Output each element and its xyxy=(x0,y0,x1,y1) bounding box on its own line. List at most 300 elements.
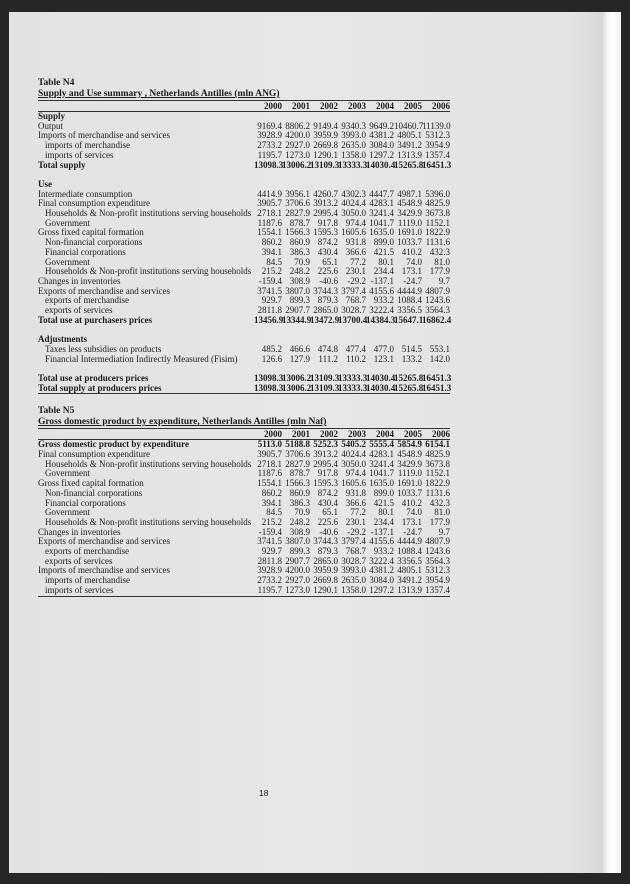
row-label: Households & Non-profit institutions serving households xyxy=(45,266,252,277)
cell-value: 3429.9 xyxy=(397,458,422,469)
cell-value: 1595.3 xyxy=(313,227,338,238)
cell-value: 5555.4 xyxy=(369,439,394,450)
cell-value: 1566.3 xyxy=(285,478,310,489)
row-label: exports of services xyxy=(45,555,113,566)
cell-value: 5396.0 xyxy=(425,188,450,199)
cell-value: 77.2 xyxy=(350,507,366,518)
cell-value: 4155.6 xyxy=(369,285,394,296)
row-label: imports of services xyxy=(45,149,114,160)
cell-value: 1297.2 xyxy=(369,149,394,160)
row-label: Imports of merchandise and services xyxy=(38,130,170,141)
cell-value: 80.1 xyxy=(378,256,394,267)
cell-value: 2733.2 xyxy=(257,140,282,151)
cell-value: 308.9 xyxy=(289,275,310,286)
cell-value: 430.4 xyxy=(317,246,338,257)
cell-value: 13333.3 xyxy=(338,372,368,383)
cell-value: 1822.9 xyxy=(425,227,450,238)
cell-value: 1243.6 xyxy=(425,295,450,306)
cell-value: 485.2 xyxy=(261,343,282,354)
table-n4 xyxy=(38,100,450,394)
cell-value: 173.1 xyxy=(401,516,422,527)
row-label: Government xyxy=(45,256,90,267)
row-label: Changes in inventories xyxy=(38,526,121,537)
cell-value xyxy=(254,325,282,335)
cell-value: 13333.3 xyxy=(338,159,368,170)
cell-value: 13109.3 xyxy=(310,372,340,383)
cell-value: 3429.9 xyxy=(397,208,422,219)
cell-value: 14030.4 xyxy=(366,159,396,170)
cell-value: 1131.6 xyxy=(425,237,450,248)
cell-value: -159.4 xyxy=(258,275,282,286)
cell-value: -29.2 xyxy=(347,526,366,537)
cell-value: 3673.8 xyxy=(425,208,450,219)
cell-value: 1187.6 xyxy=(257,217,282,228)
cell-value: 386.3 xyxy=(289,497,310,508)
cell-value: 4381.2 xyxy=(369,565,394,576)
cell-value xyxy=(282,170,310,180)
cell-value: 514.5 xyxy=(401,343,422,354)
cell-value: 3564.3 xyxy=(425,305,450,316)
cell-value: 2827.9 xyxy=(285,208,310,219)
table-n5-title: Gross domestic product by expenditure, Netherlands Antilles (mln Naf) xyxy=(38,417,327,428)
page-number: 18 xyxy=(259,788,269,798)
cell-value: 3084.0 xyxy=(369,575,394,586)
cell-value: 5188.8 xyxy=(285,439,310,450)
cell-value: 1131.6 xyxy=(425,487,450,498)
cell-value: -24.7 xyxy=(403,275,422,286)
row-label: Exports of merchandise and services xyxy=(38,285,170,296)
cell-value: 3028.7 xyxy=(341,555,366,566)
cell-value: 874.2 xyxy=(317,237,338,248)
cell-value: 70.9 xyxy=(294,256,310,267)
row-label: Imports of merchandise and services xyxy=(38,565,170,576)
cell-value: 173.1 xyxy=(401,266,422,277)
cell-value: 3959.9 xyxy=(313,565,338,576)
cell-value: 2718.1 xyxy=(257,208,282,219)
cell-value: 4283.1 xyxy=(369,449,394,460)
cell-value: 3954.9 xyxy=(425,140,450,151)
cell-value: 2669.8 xyxy=(313,140,338,151)
cell-value: 3928.9 xyxy=(257,130,282,141)
spacer-row xyxy=(38,325,450,335)
cell-value: -40.6 xyxy=(319,526,338,537)
row-label: Taxes less subsidies on products xyxy=(45,343,162,354)
cell-value: 878.7 xyxy=(289,217,310,228)
cell-value: 9649.2 xyxy=(369,120,394,131)
row-label: Supply xyxy=(38,111,66,121)
cell-value: 1119.0 xyxy=(397,217,422,228)
cell-value: 5312.3 xyxy=(425,130,450,141)
cell-value: 3954.9 xyxy=(425,575,450,586)
cell-value: 899.3 xyxy=(289,295,310,306)
cell-value: 2811.8 xyxy=(257,305,282,316)
cell-value: 2669.8 xyxy=(313,575,338,586)
cell-value: 3491.2 xyxy=(397,575,422,586)
cell-value: 1635.0 xyxy=(369,227,394,238)
cell-value: 1358.0 xyxy=(341,149,366,160)
spacer-row xyxy=(38,170,450,180)
cell-value: 3084.0 xyxy=(369,140,394,151)
cell-value: 2927.0 xyxy=(285,575,310,586)
cell-value: 13098.3 xyxy=(254,382,284,393)
cell-value: 2718.1 xyxy=(257,458,282,469)
row-label: Total supply at producers prices xyxy=(38,384,254,394)
row-label xyxy=(38,170,254,180)
cell-value xyxy=(422,325,450,335)
cell-value: 13344.9 xyxy=(282,314,312,325)
cell-value: 874.2 xyxy=(317,487,338,498)
cell-value: 133.2 xyxy=(401,353,422,364)
cell-value: 366.6 xyxy=(345,497,366,508)
cell-value: 3993.0 xyxy=(341,565,366,576)
cell-value: 177.9 xyxy=(429,516,450,527)
cell-value: 1691.0 xyxy=(397,478,422,489)
cell-value: 3564.3 xyxy=(425,555,450,566)
cell-value: 110.2 xyxy=(346,353,366,364)
cell-value: 248.2 xyxy=(289,516,310,527)
cell-value: 860.9 xyxy=(289,487,310,498)
cell-value: 4987.1 xyxy=(397,188,422,199)
cell-value: 9340.3 xyxy=(341,120,366,131)
cell-value: 234.4 xyxy=(373,266,394,277)
cell-value: 3741.5 xyxy=(257,285,282,296)
year-header: 2001 xyxy=(282,101,310,112)
cell-value: 3797.4 xyxy=(341,536,366,547)
row-label: Government xyxy=(45,217,90,228)
cell-value: 3491.2 xyxy=(397,140,422,151)
year-header: 2005 xyxy=(394,429,422,440)
row-label: Households & Non-profit institutions serving households xyxy=(45,516,252,527)
page-edge xyxy=(601,12,621,873)
cell-value: 215.2 xyxy=(261,516,282,527)
cell-value: 432.3 xyxy=(429,497,450,508)
cell-value: 14030.4 xyxy=(366,372,396,383)
cell-value: 84.5 xyxy=(266,507,282,518)
cell-value: 421.5 xyxy=(373,246,394,257)
cell-value: -137.1 xyxy=(370,526,394,537)
cell-value: 1152.1 xyxy=(425,468,450,479)
row-label: Gross domestic product by expenditure xyxy=(38,439,190,450)
cell-value: 860.2 xyxy=(261,237,282,248)
cell-value: 553.1 xyxy=(429,343,450,354)
cell-value: 4807.9 xyxy=(425,536,450,547)
cell-value: 4024.4 xyxy=(341,198,366,209)
cell-value: 3706.6 xyxy=(285,449,310,460)
cell-value: 4825.9 xyxy=(425,198,450,209)
cell-value: 1041.7 xyxy=(369,217,394,228)
cell-value: 6154.1 xyxy=(425,439,450,450)
row-label: imports of services xyxy=(38,586,254,596)
row-label: imports of merchandise xyxy=(45,575,130,586)
cell-value: 3222.4 xyxy=(369,555,394,566)
cell-value: 3956.1 xyxy=(285,188,310,199)
cell-value: 3222.4 xyxy=(369,305,394,316)
cell-value: 1290.1 xyxy=(310,586,338,596)
cell-value: 126.6 xyxy=(261,353,282,364)
cell-value: 5252.3 xyxy=(313,439,338,450)
cell-value: 2995.4 xyxy=(313,458,338,469)
cell-value: 2865.0 xyxy=(313,555,338,566)
row-label: Final consumption expenditure xyxy=(38,449,150,460)
cell-value: 4805.1 xyxy=(397,130,422,141)
cell-value: 3050.0 xyxy=(341,208,366,219)
cell-value: 3807.0 xyxy=(285,285,310,296)
cell-value: 65.1 xyxy=(322,507,338,518)
cell-value: 933.2 xyxy=(373,546,394,557)
cell-value: 1297.2 xyxy=(366,586,394,596)
cell-value: 860.9 xyxy=(289,237,310,248)
cell-value: 13006.2 xyxy=(282,159,312,170)
cell-value: 65.1 xyxy=(322,256,338,267)
cell-value: 3905.7 xyxy=(257,449,282,460)
cell-value: 410.2 xyxy=(401,246,422,257)
cell-value: 70.9 xyxy=(294,507,310,518)
cell-value: 474.8 xyxy=(317,343,338,354)
cell-value: 234.4 xyxy=(373,516,394,527)
cell-value: 4548.9 xyxy=(397,449,422,460)
cell-value: 2827.9 xyxy=(285,458,310,469)
cell-value: 16451.3 xyxy=(422,372,452,383)
row-label: Total use at purchasers prices xyxy=(38,314,153,325)
cell-value: 1033.7 xyxy=(397,487,422,498)
cell-value: 466.6 xyxy=(289,343,310,354)
cell-value: 1195.7 xyxy=(254,586,282,596)
cell-value: 899.0 xyxy=(373,237,394,248)
row-label: Non-financial corporations xyxy=(45,487,143,498)
cell-value: 4024.4 xyxy=(341,449,366,460)
cell-value: 5312.3 xyxy=(425,565,450,576)
cell-value: 3807.0 xyxy=(285,536,310,547)
cell-value: 366.6 xyxy=(345,246,366,257)
cell-value: 2635.0 xyxy=(341,575,366,586)
cell-value: 899.0 xyxy=(373,487,394,498)
cell-value: 1243.6 xyxy=(425,546,450,557)
year-header: 2004 xyxy=(366,101,394,112)
cell-value: 1691.0 xyxy=(397,227,422,238)
row-label: Total use at producers prices xyxy=(38,372,149,383)
year-header: 2000 xyxy=(254,101,282,112)
cell-value: 4548.9 xyxy=(397,198,422,209)
cell-value: 3993.0 xyxy=(341,130,366,141)
row-label: Changes in inventories xyxy=(38,275,121,286)
cell-value: 917.8 xyxy=(317,217,338,228)
cell-value: 3913.2 xyxy=(313,449,338,460)
cell-value: 16862.4 xyxy=(422,314,452,325)
cell-value: 3913.2 xyxy=(313,198,338,209)
cell-value: 4381.2 xyxy=(369,130,394,141)
cell-value: 13700.4 xyxy=(338,314,368,325)
cell-value: 15265.8 xyxy=(394,372,424,383)
row-label: Total supply xyxy=(38,159,86,170)
cell-value: 929.7 xyxy=(261,295,282,306)
cell-value: 3356.5 xyxy=(397,555,422,566)
row-label: Financial corporations xyxy=(45,497,126,508)
year-header: 2005 xyxy=(394,101,422,112)
cell-value: 899.3 xyxy=(289,546,310,557)
cell-value: 1187.6 xyxy=(257,468,282,479)
cell-value xyxy=(338,325,366,335)
cell-value: 1273.0 xyxy=(282,586,310,596)
cell-value: 4807.9 xyxy=(425,285,450,296)
cell-value: 225.6 xyxy=(317,516,338,527)
table-row xyxy=(38,586,450,596)
cell-value: 3673.8 xyxy=(425,458,450,469)
cell-value: 1554.1 xyxy=(257,478,282,489)
cell-value: 933.2 xyxy=(373,295,394,306)
table-header-row xyxy=(38,101,450,112)
cell-value: 4283.1 xyxy=(369,198,394,209)
cell-value: 5113.0 xyxy=(257,439,282,450)
cell-value: 878.7 xyxy=(289,468,310,479)
cell-value: 1595.3 xyxy=(313,478,338,489)
table-n5-label: Table N5 xyxy=(38,406,75,417)
table-row xyxy=(38,384,450,394)
cell-value: 3706.6 xyxy=(285,198,310,209)
cell-value: 123.1 xyxy=(373,353,394,364)
cell-value: 177.9 xyxy=(429,266,450,277)
cell-value: 2907.7 xyxy=(285,305,310,316)
row-label: Non-financial corporations xyxy=(45,237,143,248)
cell-value: 2995.4 xyxy=(313,208,338,219)
cell-value: 16451.3 xyxy=(422,382,452,393)
cell-value: 15647.1 xyxy=(394,314,424,325)
cell-value: 974.4 xyxy=(345,468,366,479)
cell-value: 3797.4 xyxy=(341,285,366,296)
table-n4-title: Supply and Use summary , Netherlands Antilles (mln ANG) xyxy=(38,89,280,99)
cell-value: 4444.9 xyxy=(397,285,422,296)
cell-value: 84.5 xyxy=(266,256,282,267)
cell-value: 430.4 xyxy=(317,497,338,508)
row-label: Output xyxy=(38,120,64,131)
year-header: 2002 xyxy=(310,429,338,440)
cell-value: 14030.4 xyxy=(366,382,396,393)
cell-value: 13472.9 xyxy=(310,314,340,325)
year-header: 2004 xyxy=(366,429,394,440)
cell-value: -29.2 xyxy=(347,275,366,286)
row-label: Use xyxy=(38,178,52,189)
year-header: 2000 xyxy=(254,429,282,440)
cell-value: 2865.0 xyxy=(313,305,338,316)
cell-value: 4805.1 xyxy=(397,565,422,576)
cell-value xyxy=(366,170,394,180)
cell-value: 1822.9 xyxy=(425,478,450,489)
cell-value: 74.0 xyxy=(406,256,422,267)
row-label: Government xyxy=(45,507,90,518)
cell-value: 15265.8 xyxy=(394,382,424,393)
cell-value: 1033.7 xyxy=(397,237,422,248)
cell-value: 1554.1 xyxy=(257,227,282,238)
table-row xyxy=(38,316,450,326)
cell-value: 1635.0 xyxy=(369,478,394,489)
cell-value: 879.3 xyxy=(317,295,338,306)
cell-value: 13098.3 xyxy=(254,372,284,383)
cell-value: 9.7 xyxy=(438,275,450,286)
cell-value: 14384.3 xyxy=(366,314,396,325)
cell-value: 9149.4 xyxy=(313,120,338,131)
cell-value: 1119.0 xyxy=(397,468,422,479)
year-header: 2003 xyxy=(338,429,366,440)
cell-value: 16451.3 xyxy=(422,159,452,170)
cell-value: 394.1 xyxy=(261,246,282,257)
year-header: 2006 xyxy=(422,429,450,440)
cell-value: 2733.2 xyxy=(257,575,282,586)
cell-value: 4414.9 xyxy=(257,188,282,199)
cell-value: 3928.9 xyxy=(257,565,282,576)
cell-value: 3050.0 xyxy=(341,458,366,469)
cell-value xyxy=(310,325,338,335)
row-label: Adjustments xyxy=(38,334,88,345)
cell-value: 3744.3 xyxy=(313,536,338,547)
cell-value: 1605.6 xyxy=(341,227,366,238)
cell-value xyxy=(338,170,366,180)
cell-value: 929.7 xyxy=(261,546,282,557)
year-header: 2002 xyxy=(310,101,338,112)
row-label: Households & Non-profit institutions serving households xyxy=(45,208,252,219)
cell-value: 410.2 xyxy=(401,497,422,508)
cell-value: 13333.3 xyxy=(338,382,368,393)
cell-value xyxy=(310,170,338,180)
page-content xyxy=(38,78,450,597)
row-label: Government xyxy=(45,468,90,479)
cell-value: 2811.8 xyxy=(257,555,282,566)
cell-value: 3241.4 xyxy=(369,208,394,219)
cell-value: 1358.0 xyxy=(338,586,366,596)
cell-value xyxy=(366,325,394,335)
cell-value: 3028.7 xyxy=(341,305,366,316)
cell-value: 974.4 xyxy=(345,217,366,228)
cell-value: 10460.7 xyxy=(394,120,424,131)
cell-value: 432.3 xyxy=(429,246,450,257)
cell-value: 9169.4 xyxy=(257,120,282,131)
cell-value: 1195.7 xyxy=(257,149,282,160)
cell-value: 248.2 xyxy=(289,266,310,277)
cell-value: 8806.2 xyxy=(285,120,310,131)
cell-value: 9.7 xyxy=(438,526,450,537)
cell-value: 4825.9 xyxy=(425,449,450,460)
cell-value: -24.7 xyxy=(403,526,422,537)
cell-value: 225.6 xyxy=(317,266,338,277)
cell-value xyxy=(394,325,422,335)
cell-value: 13098.3 xyxy=(254,159,284,170)
cell-value: 230.1 xyxy=(345,516,366,527)
cell-value: 1566.3 xyxy=(285,227,310,238)
cell-value: 2635.0 xyxy=(341,140,366,151)
cell-value: -159.4 xyxy=(258,526,282,537)
cell-value: 5854.9 xyxy=(397,439,422,450)
year-header: 2001 xyxy=(282,429,310,440)
table-row xyxy=(38,355,450,365)
cell-value: 2927.0 xyxy=(285,140,310,151)
cell-value: 1357.4 xyxy=(422,586,450,596)
row-label: Intermediate consumption xyxy=(38,188,133,199)
row-label: exports of merchandise xyxy=(45,546,129,557)
cell-value: 215.2 xyxy=(261,266,282,277)
cell-value xyxy=(422,170,450,180)
cell-value: 3744.3 xyxy=(313,285,338,296)
cell-value: 3356.5 xyxy=(397,305,422,316)
cell-value: 74.0 xyxy=(406,507,422,518)
cell-value xyxy=(394,170,422,180)
cell-value: 4155.6 xyxy=(369,536,394,547)
cell-value: 3241.4 xyxy=(369,458,394,469)
year-header: 2006 xyxy=(422,101,450,112)
cell-value: 1088.4 xyxy=(397,295,422,306)
table-n5 xyxy=(38,428,450,596)
cell-value: 386.3 xyxy=(289,246,310,257)
cell-value: 477.0 xyxy=(373,343,394,354)
cell-value: 127.9 xyxy=(289,353,310,364)
cell-value: 2907.7 xyxy=(285,555,310,566)
